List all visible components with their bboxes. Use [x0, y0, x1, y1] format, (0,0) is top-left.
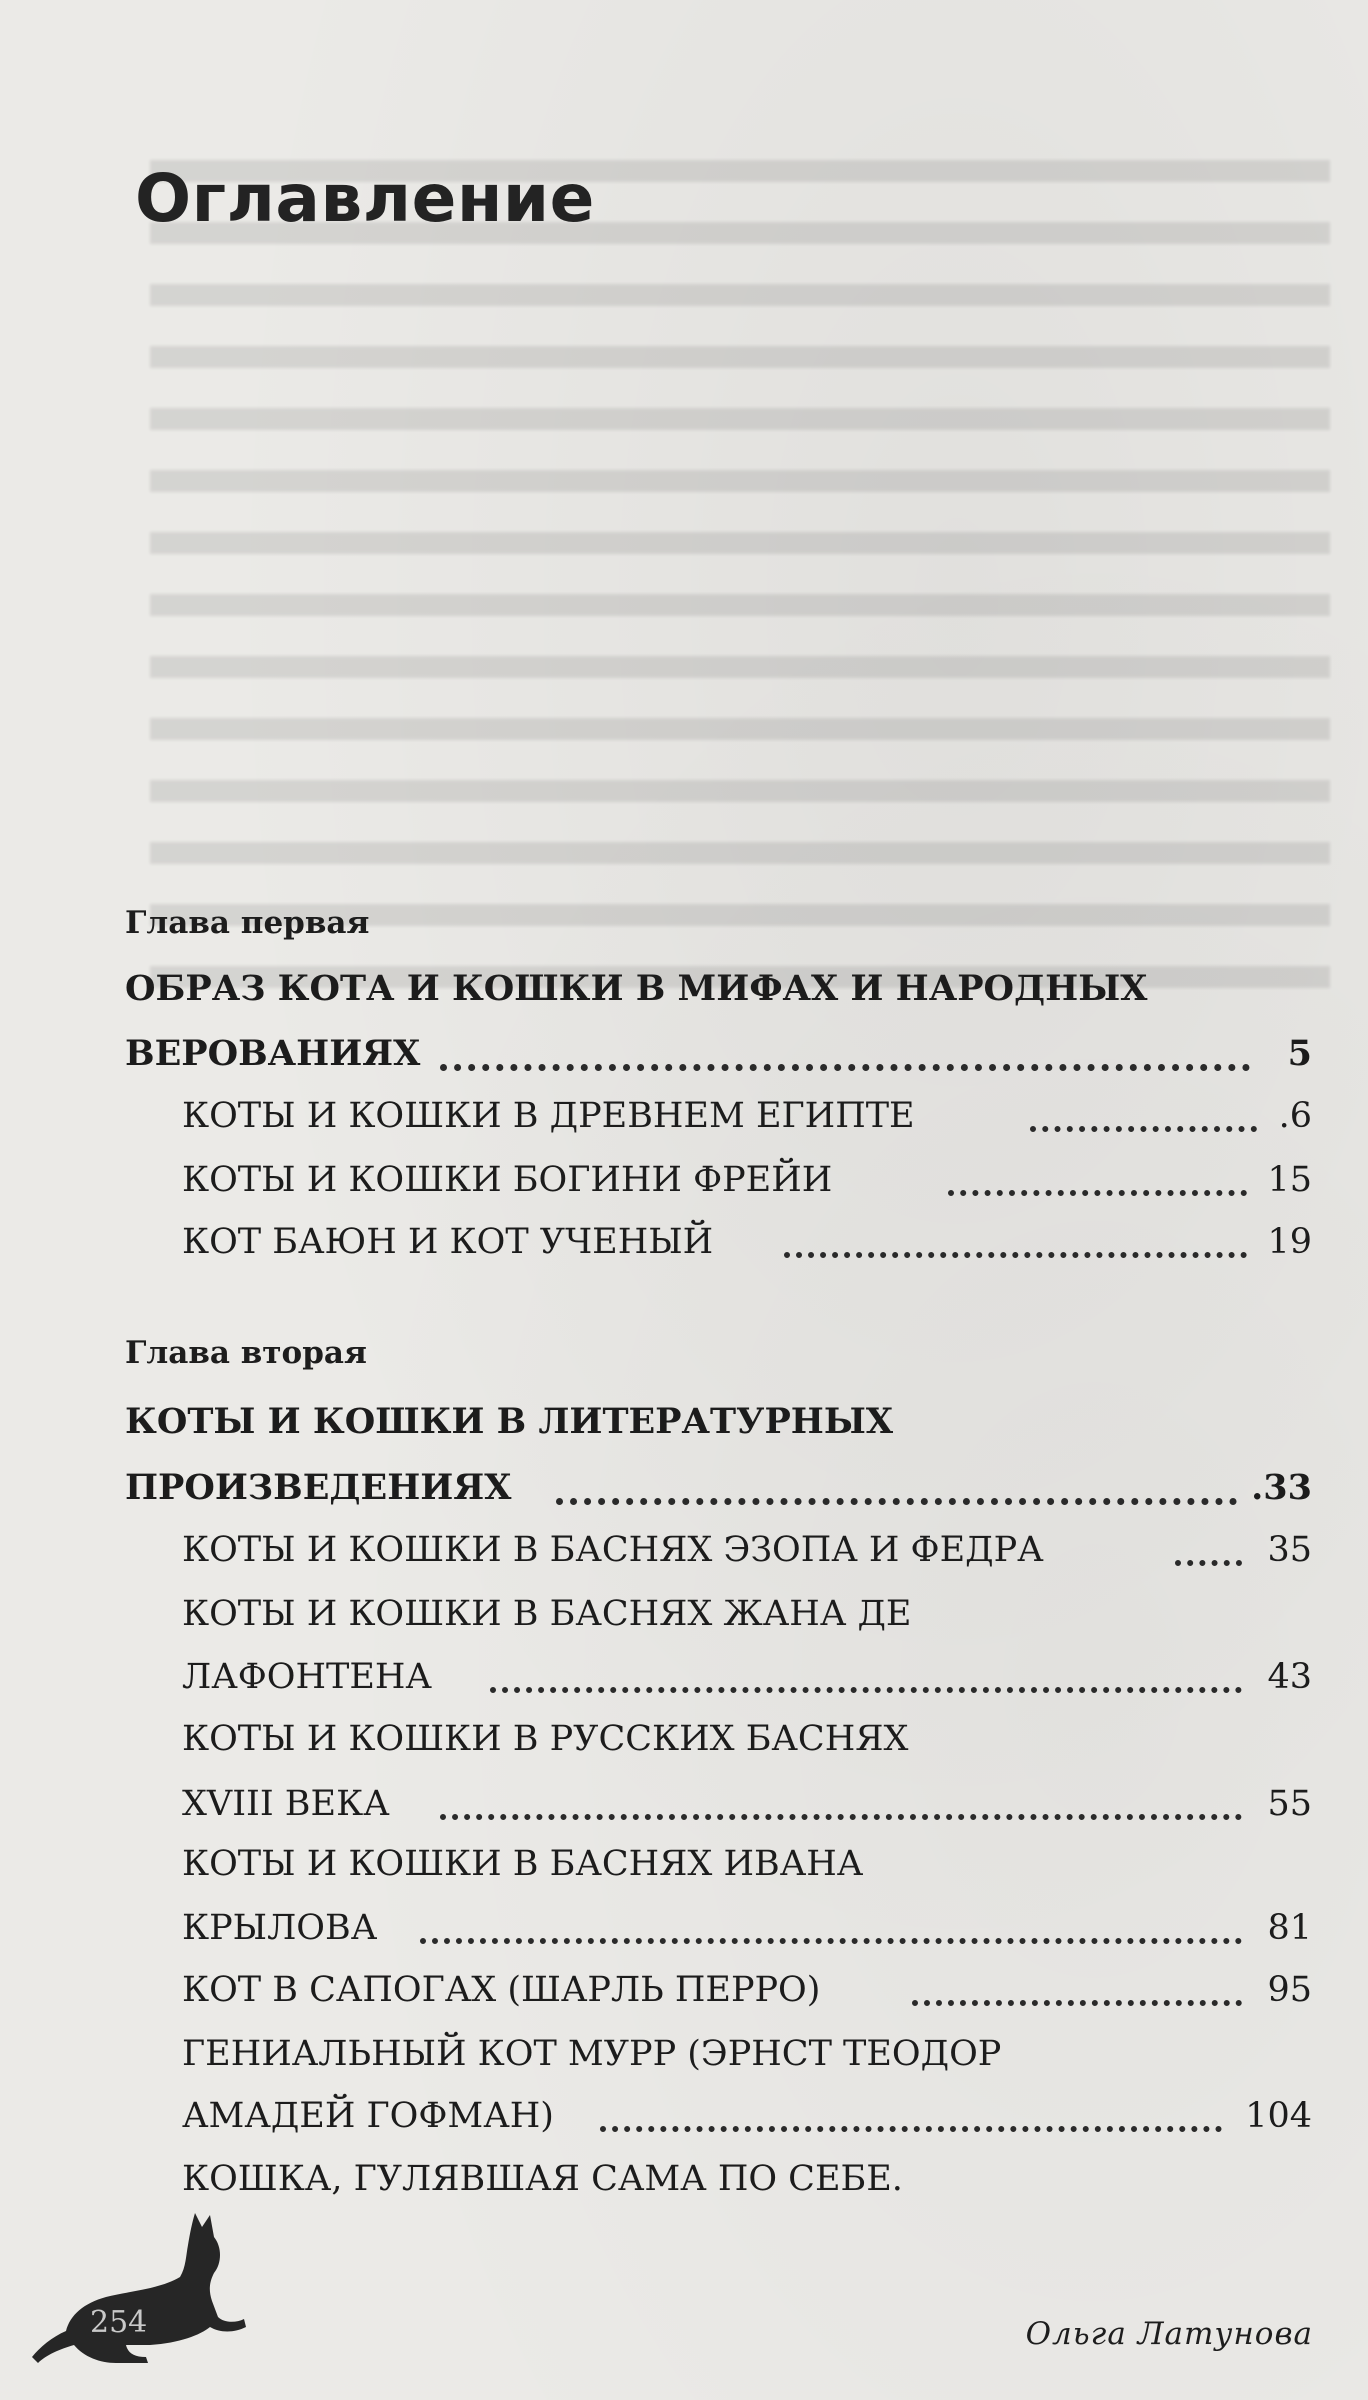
dot-leader	[420, 1938, 1242, 1944]
dot-leader	[440, 1064, 1250, 1071]
chapter-label: Глава вторая	[125, 1335, 367, 1371]
toc-entry-text: КОТЫ И КОШКИ В БАСНЯХ ЭЗОПА И ФЕДРА	[182, 1530, 1044, 1570]
page-ref: 35	[1267, 1530, 1312, 1570]
toc-entry[interactable]	[0, 1218, 1312, 1278]
dot-leader	[556, 1498, 1237, 1505]
toc-entry-line	[0, 1590, 1312, 1650]
toc-entry-line	[0, 1715, 1312, 1775]
toc-entry[interactable]	[0, 1092, 1312, 1152]
toc-heading-line	[0, 965, 1312, 1025]
page-number: 254	[90, 2305, 148, 2340]
dot-leader	[490, 1687, 1242, 1693]
toc-entry-text: КОШКА, ГУЛЯВШАЯ САМА ПО СЕБЕ.	[182, 2159, 903, 2199]
toc-heading-text: ВЕРОВАНИЯХ	[125, 1033, 421, 1074]
toc-entry[interactable]	[0, 1653, 1312, 1713]
toc-entry-text: КОТЫ И КОШКИ В БАСНЯХ ИВАНА	[182, 1844, 864, 1884]
toc-heading-text: КОТЫ И КОШКИ В ЛИТЕРАТУРНЫХ	[125, 1401, 894, 1442]
toc-heading-text: ОБРАЗ КОТА И КОШКИ В МИФАХ И НАРОДНЫХ	[125, 968, 1148, 1009]
page-ref: 15	[1267, 1160, 1312, 1200]
dot-leader	[784, 1252, 1247, 1258]
page-ref: 43	[1267, 1657, 1312, 1697]
toc-entry-text: АМАДЕЙ ГОФМАН)	[182, 2096, 554, 2136]
toc-entry-text: КОТЫ И КОШКИ БОГИНИ ФРЕЙИ	[182, 1160, 833, 1200]
page-ref: 55	[1267, 1784, 1312, 1824]
toc-entry-line	[0, 2030, 1312, 2090]
page-ref: 5	[1287, 1033, 1312, 1074]
toc-heading-line	[0, 1398, 1312, 1458]
toc-entry-chapter-1[interactable]	[0, 1030, 1312, 1090]
page-ref: 95	[1267, 1970, 1312, 2010]
page-ref: 104	[1245, 2096, 1312, 2136]
page-title: Оглавление	[135, 160, 595, 237]
toc-entry-text: XVIII ВЕКА	[182, 1784, 390, 1824]
toc-entry-text: КОТ В САПОГАХ (ШАРЛЬ ПЕРРО)	[182, 1970, 821, 2010]
running-footer-author: Ольга Латунова	[1025, 2316, 1313, 2352]
page-ref: .6	[1278, 1096, 1312, 1136]
toc-entry[interactable]	[0, 1780, 1312, 1840]
toc-entry[interactable]	[0, 1156, 1312, 1216]
bleed-through-texture	[150, 160, 1330, 1000]
toc-entry-text: КОТЫ И КОШКИ В ДРЕВНЕМ ЕГИПТЕ	[182, 1096, 915, 1136]
page-ref: 81	[1267, 1908, 1312, 1948]
dot-leader	[948, 1190, 1247, 1196]
toc-entry-text: КРЫЛОВА	[182, 1908, 378, 1948]
toc-entry[interactable]	[0, 1904, 1312, 1964]
toc-entry[interactable]	[0, 1966, 1312, 2026]
dot-leader	[600, 2126, 1222, 2132]
page-ref: 19	[1267, 1222, 1312, 1262]
toc-entry-line	[0, 1840, 1312, 1900]
toc-heading-text: ПРОИЗВЕДЕНИЯХ	[125, 1467, 512, 1508]
toc-entry-text: КОТЫ И КОШКИ В БАСНЯХ ЖАНА ДЕ	[182, 1594, 912, 1634]
dot-leader	[1030, 1126, 1257, 1132]
page-ref: .33	[1251, 1467, 1312, 1508]
toc-entry-text: ГЕНИАЛЬНЫЙ КОТ МУРР (ЭРНСТ ТЕОДОР	[182, 2034, 1002, 2074]
dot-leader	[440, 1814, 1242, 1820]
toc-entry-text: КОТ БАЮН И КОТ УЧЕНЫЙ	[182, 1222, 714, 1262]
cat-silhouette-icon	[30, 2205, 250, 2365]
chapter-label: Глава первая	[125, 905, 370, 941]
toc-entry[interactable]	[0, 2092, 1312, 2152]
toc-entry-chapter-2[interactable]	[0, 1464, 1312, 1524]
dot-leader	[1175, 1560, 1242, 1566]
dot-leader	[912, 2000, 1242, 2006]
toc-entry[interactable]	[0, 1526, 1312, 1586]
toc-entry-text: КОТЫ И КОШКИ В РУССКИХ БАСНЯХ	[182, 1719, 909, 1759]
toc-entry-text: ЛАФОНТЕНА	[182, 1657, 432, 1697]
